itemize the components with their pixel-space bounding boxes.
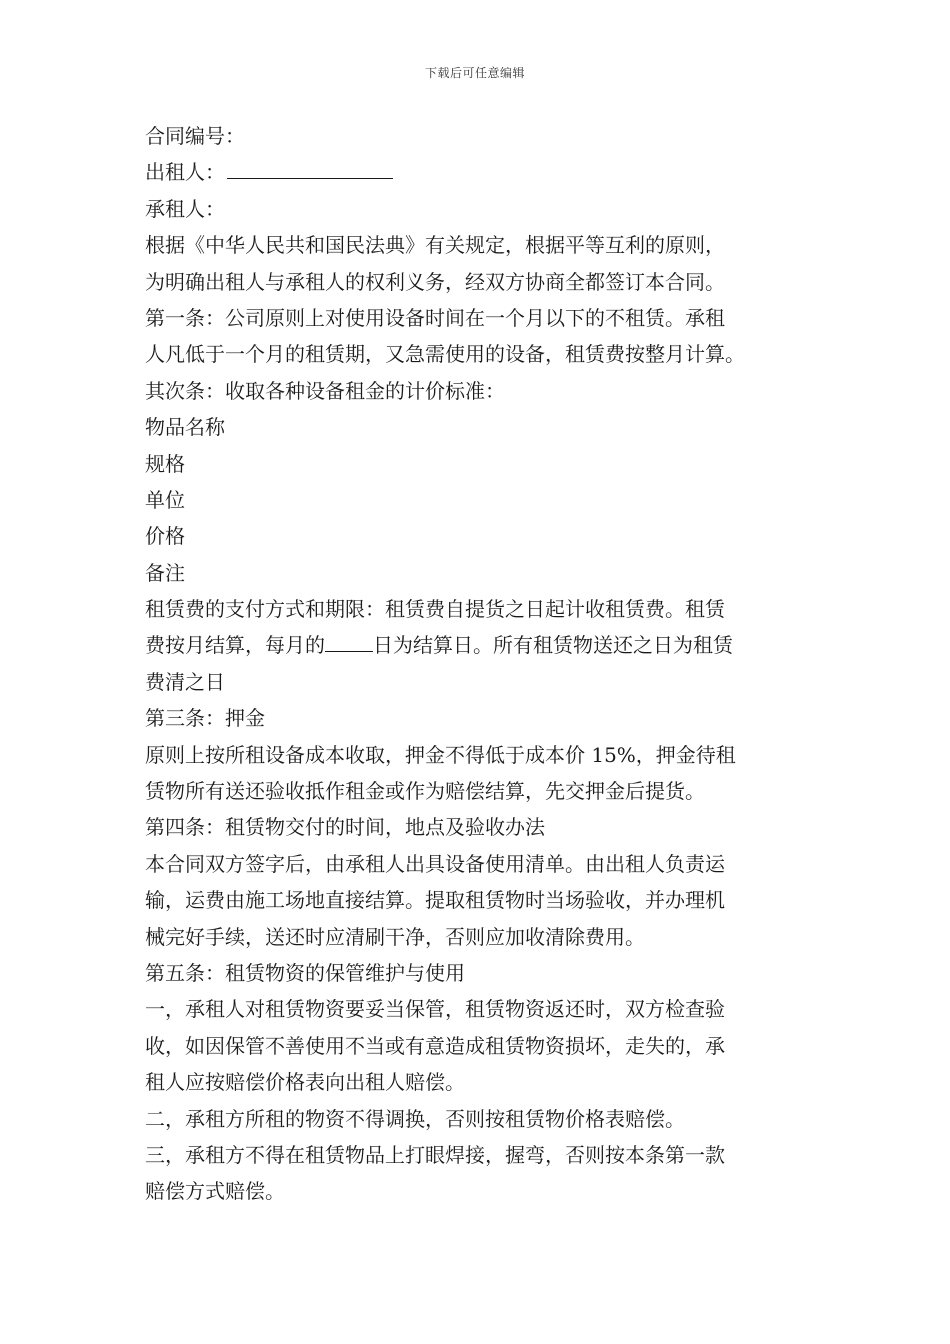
lessor-line <box>145 154 810 190</box>
payment-line: 租赁费的支付方式和期限：租赁费自提货之日起计收租赁费。租赁 <box>145 597 725 622</box>
article-5-clause-3-line: 三，承租方不得在租赁物品上打眼焊接，握弯，否则按本条第一款 <box>145 1142 725 1167</box>
article-3-line: 赁物所有送还验收抵作租金或作为赔偿结算，先交押金后提货。 <box>145 779 705 804</box>
price-table-header: 物品名称 <box>145 415 225 440</box>
lessee-label: 承租人： <box>145 196 225 221</box>
payment-text: 费按月结算，每月的 <box>145 633 325 658</box>
article-5-title: 第五条：租赁物资的保管维护与使用 <box>145 960 465 985</box>
article-1-line: 第一条：公司原则上对使用设备时间在一个月以下的不租赁。承租 <box>145 305 725 330</box>
article-4-line: 输，运费由施工场地直接结算。提取租赁物时当场验收，并办理机 <box>145 888 725 913</box>
payment-line <box>145 627 810 663</box>
price-table-header: 单位 <box>145 487 185 512</box>
payment-text: 日为结算日。所有租赁物送还之日为租赁 <box>373 633 733 658</box>
article-5-clause-1-line: 租人应按赔偿价格表向出租人赔偿。 <box>145 1070 465 1095</box>
article-4-title: 第四条：租赁物交付的时间，地点及验收办法 <box>145 815 545 840</box>
contract-body <box>145 118 810 1210</box>
price-table-header: 价格 <box>145 524 185 549</box>
article-1-line: 人凡低于一个月的租赁期，又急需使用的设备，租赁费按整月计算。 <box>145 342 745 367</box>
price-table-header: 规格 <box>145 451 185 476</box>
article-2-title: 其次条：收取各种设备租金的计价标准： <box>145 378 505 403</box>
payment-line: 费清之日 <box>145 669 225 694</box>
preamble-line: 为明确出租人与承租人的权利义务，经双方协商全都签订本合同。 <box>145 269 725 294</box>
article-5-clause-1-line: 一，承租人对租赁物资要妥当保管，租赁物资返还时，双方检查验 <box>145 997 725 1022</box>
lessor-blank <box>227 158 393 179</box>
article-4-line: 本合同双方签字后，由承租人出具设备使用清单。由出租人负责运 <box>145 851 725 876</box>
article-3-line: 原则上按所租设备成本收取，押金不得低于成本价 15%，押金待租 <box>145 742 736 767</box>
contract-number-label: 合同编号： <box>145 124 245 148</box>
preamble-line: 根据《中华人民共和国民法典》有关规定，根据平等互利的原则， <box>145 233 725 258</box>
page-header-note: 下载后可任意编辑 <box>424 66 525 80</box>
article-5-clause-1-line: 收，如因保管不善使用不当或有意造成租赁物资损坏，走失的，承 <box>145 1033 725 1058</box>
article-5-clause-3-line: 赔偿方式赔偿。 <box>145 1179 285 1204</box>
lessor-label: 出租人： <box>145 160 225 185</box>
price-table-header: 备注 <box>145 560 185 585</box>
article-3-title: 第三条：押金 <box>145 706 265 731</box>
article-4-line: 械完好手续，送还时应清刷干净，否则应加收清除费用。 <box>145 924 645 949</box>
settlement-day-blank <box>325 631 373 652</box>
article-5-clause-2: 二，承租方所租的物资不得调换，否则按租赁物价格表赔偿。 <box>145 1106 685 1131</box>
